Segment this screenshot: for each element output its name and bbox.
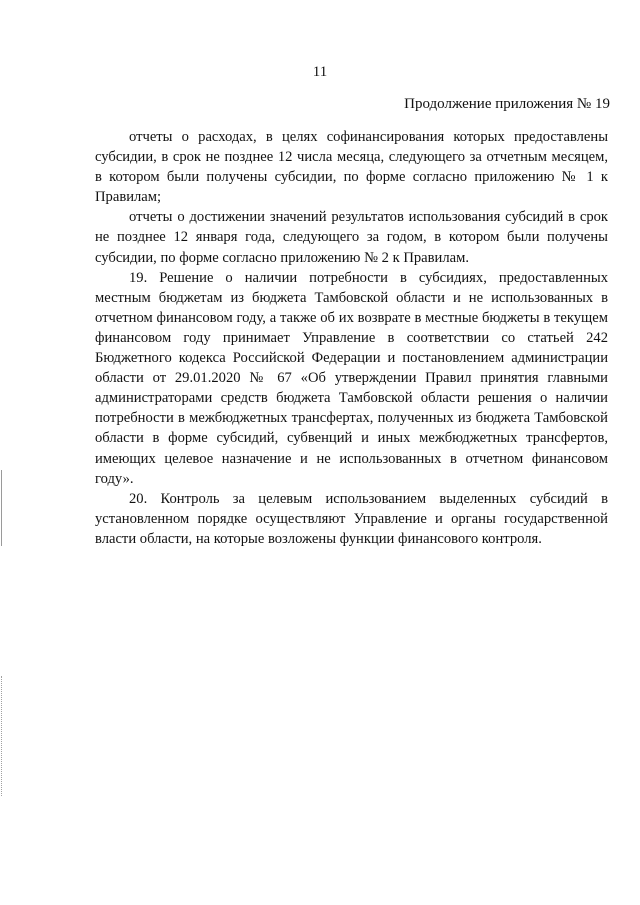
scan-margin-mark	[1, 470, 2, 546]
document-body	[95, 127, 608, 549]
paragraph-results-reports: отчеты о достижении значений результатов использования субсидий в срок не позднее 12 января года, следующего за годом, в котором были получены субсидии, по форме согласно приложению № 2 к Правилам.	[95, 209, 608, 266]
page-number: 11	[312, 64, 328, 80]
paragraph-20: 20. Контроль за целевым использованием выделенных субсидий в установленном порядке осуществляют Управление и органы государственной власти области, на которые возложены функции финансового контроля.	[95, 490, 608, 547]
paragraph-19: 19. Решение о наличии потребности в субсидиях, предоставленных местным бюджетам из бюджета Тамбовской области и не использованных в отчетном финансовом году, а также об их возврате в местные бюджеты в текущем финансовом году принимает Управление в соответствии со статьей 242 Бюджетного кодекса Российской Федерации и постановлением администрации области от 29.01.2020 № 67 «Об утверждении Правил принятия главными администраторами средств бюджета Тамбовской области решения о наличии потребности в межбюджетных трансфертах, полученных из бюджета Тамбовской области в форме субсидий, субвенций и иных межбюджетных трансфертов, имеющих целевое назначение и не использованных в отчетном финансовом году».	[95, 269, 608, 487]
appendix-continuation-header: Продолжение приложения № 19	[404, 96, 610, 112]
paragraph-expense-reports: отчеты о расходах, в целях софинансирования которых предоставлены субсидии, в срок не позднее 12 числа месяца, следующего за отчетным месяцем, в котором были получены субсидии, по форме согласно приложению № 1 к Правилам;	[95, 129, 608, 206]
scan-margin-dots	[1, 676, 3, 796]
